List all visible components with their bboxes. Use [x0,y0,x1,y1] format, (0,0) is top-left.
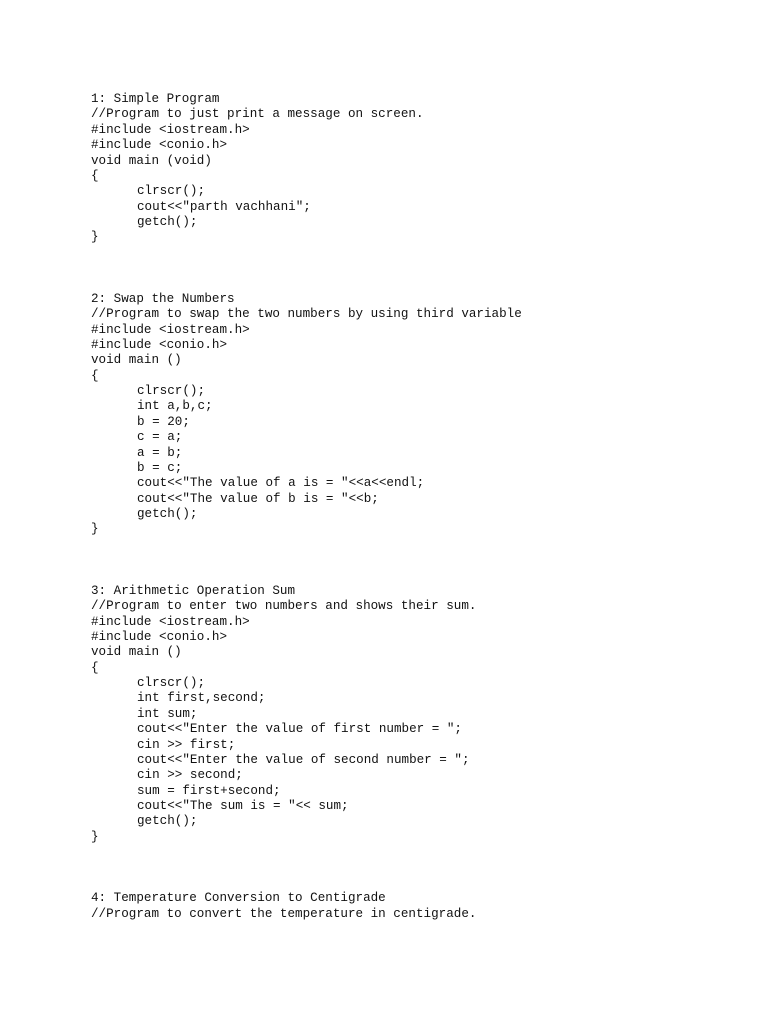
code-line: cin >> second; [137,768,243,783]
code-line: getch(); [137,215,198,229]
code-line: int first,second; [137,691,266,706]
code-line: void main () [91,645,182,660]
code-line: cout<<"The sum is = "<< sum; [137,799,349,813]
code-line: } [91,230,99,245]
code-line: void main () [91,353,182,368]
code-line: cout<<"The value of a is = "<<a<<endl; [137,476,425,491]
code-line: #include <iostream.h> [91,122,250,137]
program-section [91,292,522,538]
section-spacer [91,246,522,292]
program-section [91,92,522,246]
program-section [91,584,522,845]
code-line: b = 20; [137,414,190,429]
code-line: //Program to enter two numbers and shows their sum. [91,599,477,614]
section-spacer [91,845,522,891]
code-line: int a,b,c; [137,399,213,414]
code-line: #include <iostream.h> [91,614,250,629]
code-line: //Program to swap the two numbers by using third variable [91,307,522,322]
code-line: { [91,660,99,675]
code-line: } [91,829,99,844]
code-line: #include <conio.h> [91,629,228,644]
section-spacer [91,538,522,584]
section-title: 4: Temperature Conversion to Centigrade [91,891,386,906]
program-section [91,891,522,922]
code-line: clrscr(); [137,184,206,199]
code-line: c = a; [137,430,183,445]
code-line: clrscr(); [137,384,206,398]
code-line: cout<<"Enter the value of second number = "; [137,752,470,767]
code-line: cin >> first; [137,737,236,752]
section-title: 2: Swap the Numbers [91,291,235,306]
code-line: cout<<"Enter the value of first number = "; [137,722,462,737]
code-line: { [91,168,99,183]
code-line: } [91,522,99,537]
code-listing [91,92,522,922]
code-line: cout<<"parth vachhani"; [137,199,311,214]
code-line: a = b; [137,445,183,460]
code-line: { [91,368,99,383]
code-line: b = c; [137,460,183,475]
code-line: #include <iostream.h> [91,322,250,337]
code-line: getch(); [137,814,198,829]
code-line: cout<<"The value of b is = "<<b; [137,491,379,506]
code-line: getch(); [137,507,198,521]
code-line: clrscr(); [137,676,206,690]
section-title: 1: Simple Program [91,92,220,106]
code-line: sum = first+second; [137,783,281,798]
code-line: //Program to convert the temperature in centigrade. [91,906,477,921]
code-line: #include <conio.h> [91,138,228,153]
code-line: void main (void) [91,153,212,168]
code-line: #include <conio.h> [91,337,228,352]
code-line: int sum; [137,706,198,721]
section-title: 3: Arithmetic Operation Sum [91,583,296,598]
code-line: //Program to just print a message on screen. [91,107,424,122]
